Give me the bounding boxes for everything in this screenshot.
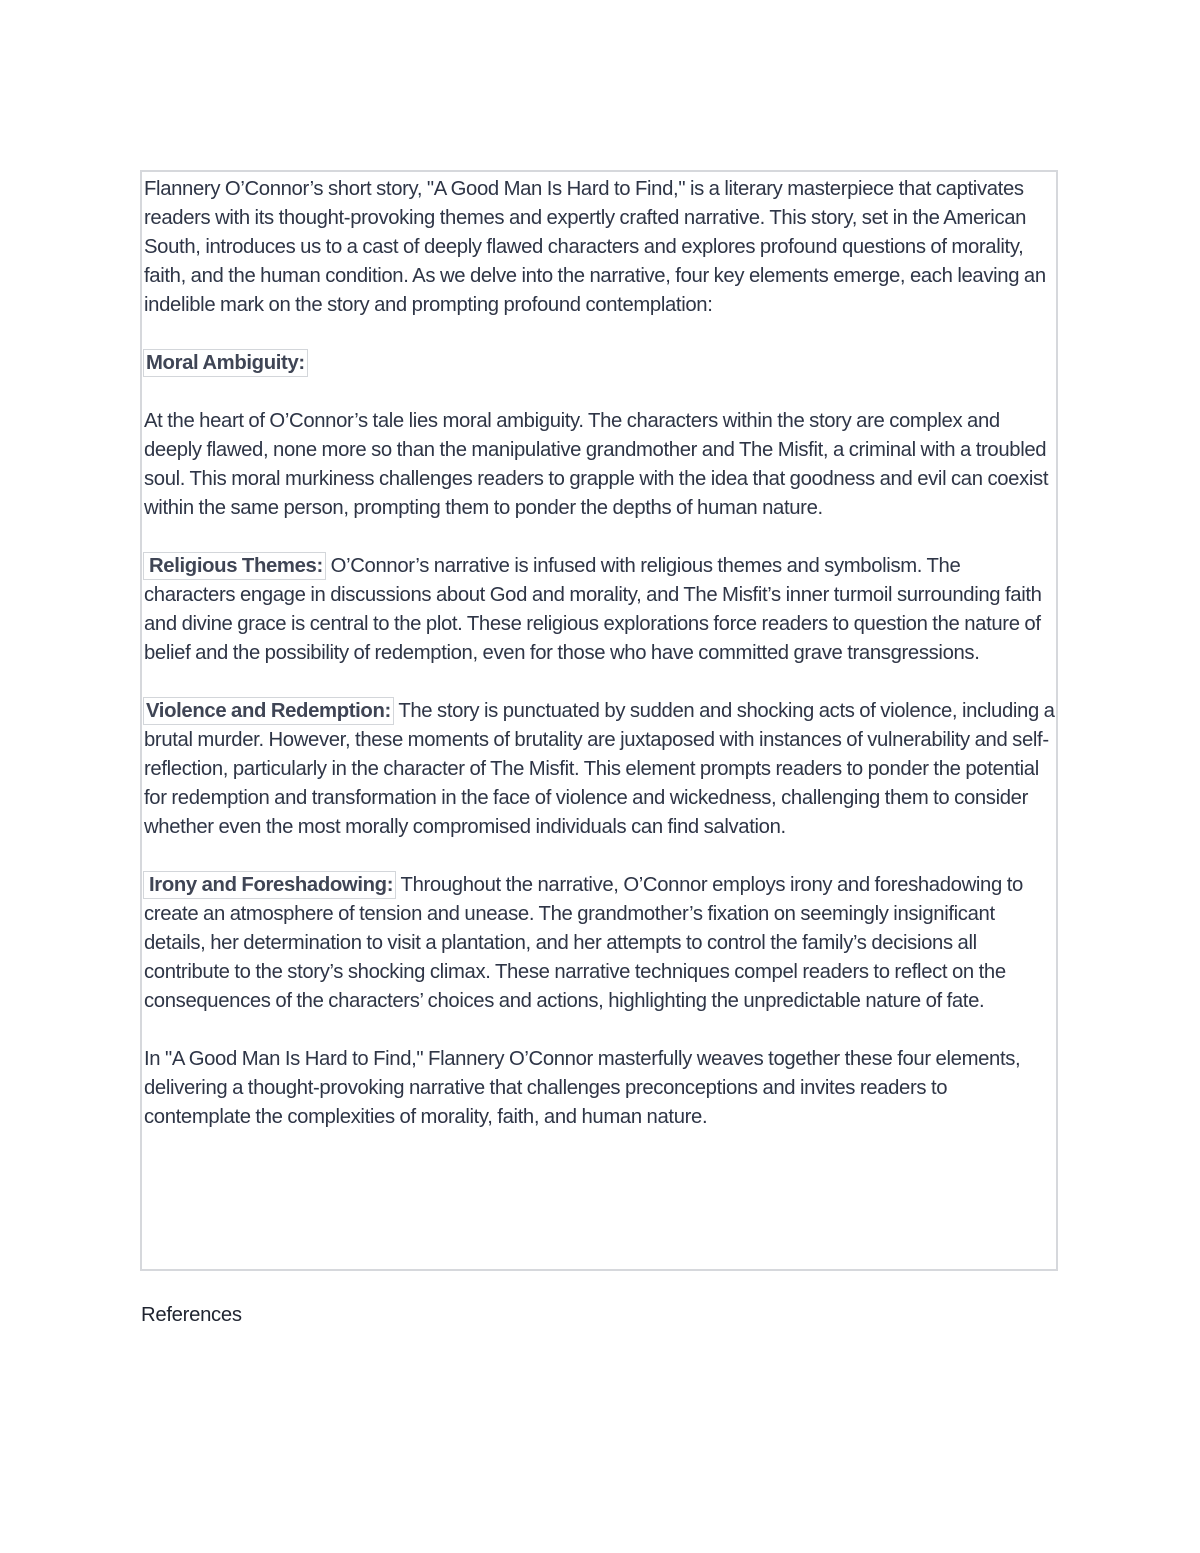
- religious-themes-paragraph: [144, 552, 1056, 668]
- essay-text-box[interactable]: [140, 170, 1058, 1271]
- references-heading: References: [141, 1304, 242, 1326]
- paragraph-gap: [144, 523, 1056, 552]
- religious-themes-body: O’Connor’s narrative is infused with religious themes and symbolism. The characters engage in discussions about God and morality, and The Misfit’s inner turmoil surrounding faith and divine grace is central to the plot. These religious explorations force readers to question the nature of belief and the possibility of redemption, even for those who have committed grave transgressions.: [144, 555, 1042, 664]
- paragraph-gap: [144, 378, 1056, 407]
- paragraph-gap: [144, 1016, 1056, 1045]
- moral-ambiguity-heading: Moral Ambiguity:: [143, 349, 308, 377]
- paragraph-gap: [144, 842, 1056, 871]
- violence-redemption-body: The story is punctuated by sudden and shocking acts of violence, including a brutal murder. However, these moments of brutality are juxtaposed with instances of vulnerability and self-reflection, particularly in the character of The Misfit. This element prompts readers to ponder the potential for redemption and transformation in the face of violence and wickedness, challenging them to consider whether even the most morally compromised individuals can find salvation.: [144, 700, 1055, 838]
- paragraph-gap: [144, 320, 1056, 349]
- irony-foreshadowing-paragraph: [144, 871, 1056, 1016]
- irony-foreshadowing-body: Throughout the narrative, O’Connor employs irony and foreshadowing to create an atmosphere of tension and unease. The grandmother’s fixation on seemingly insignificant details, her determination to visit a plantation, and her attempts to control the family’s decisions all contribute to the story’s shocking climax. These narrative techniques compel readers to reflect on the consequences of the characters’ choices and actions, highlighting the unpredictable nature of fate.: [144, 874, 1023, 1012]
- religious-themes-heading: Religious Themes:: [143, 552, 326, 580]
- moral-ambiguity-heading-paragraph: [144, 349, 1056, 378]
- paragraph-gap: [144, 668, 1056, 697]
- moral-ambiguity-paragraph: At the heart of O’Connor’s tale lies moral ambiguity. The characters within the story are complex and deeply flawed, none more so than the manipulative grandmother and The Misfit, a criminal with a troubled soul. This moral murkiness challenges readers to grapple with the idea that goodness and evil can coexist within the same person, prompting them to ponder the depths of human nature.: [144, 410, 1049, 519]
- violence-redemption-paragraph: [144, 697, 1056, 842]
- intro-paragraph: Flannery O’Connor’s short story, "A Good Man Is Hard to Find," is a literary masterpiece that captivates readers with its thought-provoking themes and expertly crafted narrative. This story, set in the American South, introduces us to a cast of deeply flawed characters and explores profound questions of morality, faith, and the human condition. As we delve into the narrative, four key elements emerge, each leaving an indelible mark on the story and prompting profound contemplation:: [144, 178, 1046, 316]
- irony-foreshadowing-heading: Irony and Foreshadowing:: [143, 871, 396, 899]
- conclusion-paragraph: In "A Good Man Is Hard to Find," Flannery O’Connor masterfully weaves together these four elements, delivering a thought-provoking narrative that challenges preconceptions and invites readers to contemplate the complexities of morality, faith, and human nature.: [144, 1048, 1021, 1128]
- violence-redemption-heading: Violence and Redemption:: [143, 697, 394, 725]
